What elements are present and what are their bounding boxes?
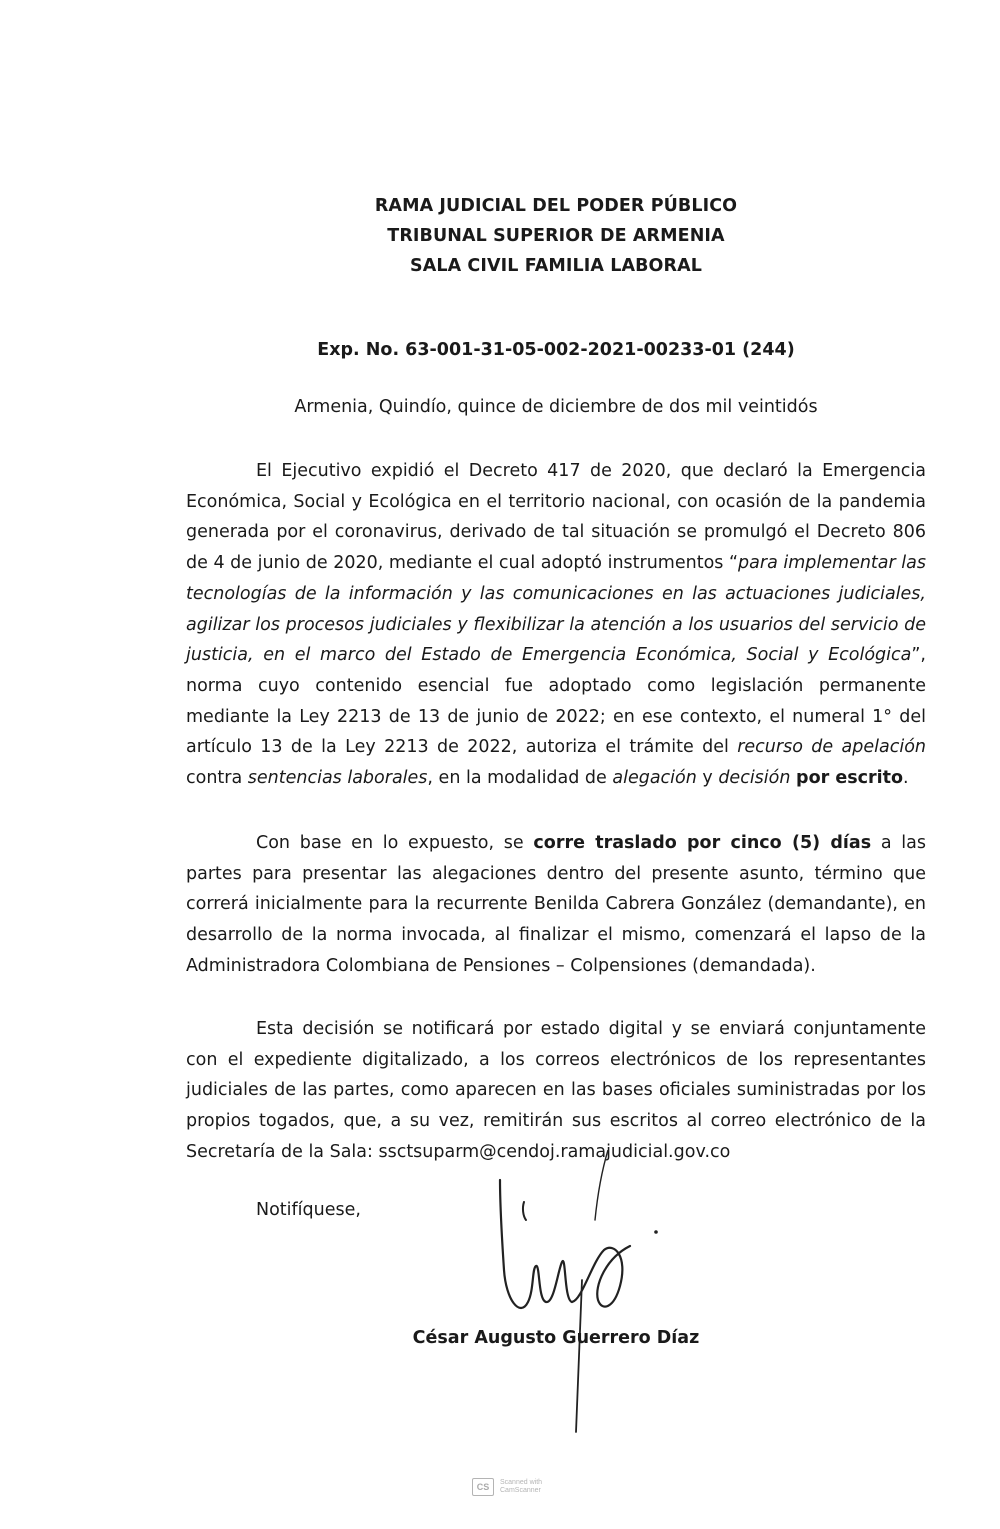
closing-notifiquese: Notifíquese, [256,1200,361,1220]
paragraph-notification: Esta decisión se notificará por estado digital y se enviará conjuntamente con el expediente digitalizado, a los correos electrónicos de los representantes judiciales de las partes, como aparecen en las bases oficiales suministradas por los propios togados, que, a su vez, remitirán sus escritos al correo electrónico de la Secretaría de la Sala: ssctsuparm@cendoj.ramajudicial.gov.co [186,1019,926,1162]
p1-recurso: recurso de apelación [737,737,926,758]
camscanner-text [500,1479,542,1495]
p2-bold: corre traslado por cinco (5) días [533,833,872,853]
p1-text-c: contra [186,768,248,789]
paragraph-traslado [186,828,926,982]
p1-escrito: por escrito [796,768,903,789]
p2-text-a: Con base en lo expuesto, se [256,833,534,853]
header-line-branch: RAMA JUDICIAL DEL PODER PÚBLICO [374,196,738,216]
signer-name: César Augusto Guerrero Díaz [412,1328,700,1348]
camscanner-watermark [472,1478,542,1496]
header-line-sala: SALA CIVIL FAMILIA LABORAL [410,256,702,276]
camscanner-line2: CamScanner [500,1487,541,1494]
p1-decision: decisión [718,768,791,789]
p1-text-a: El Ejecutivo expidió el Decreto 417 de 2020, que declaró la Emergencia Económica, Social y Ecológica en el territorio nacional, con ocasión de la pandemia generada por el coronavirus, derivado de tal situación se promulgó el Decreto 806 de 4 de junio de 2020, mediante el cual adoptó instrumentos “ [186,461,926,574]
p1-sentencias: sentencias laborales [247,768,428,789]
p1-quote: para implementar las tecnologías de la información y las comunicaciones en las actuaciones judiciales, agilizar los procesos judiciales y flexibilizar la atención a los usuarios del servicio de justicia, en el marco del Estado de Emergencia Económica, Social y Ecológica [186,553,926,666]
p1-text-g: . [903,768,909,789]
p1-text-b: ”, norma cuyo contenido esencial fue adoptado como legislación permanente mediante la Ley 2213 de 13 de junio de 2022; en ese contexto, el numeral 1° del artículo 13 de la Ley 2213 de 2022, autoriza el trámite del [186,645,926,758]
camscanner-logo: CS [472,1478,494,1496]
header-line-tribunal: TRIBUNAL SUPERIOR DE ARMENIA [387,226,725,246]
paragraph-decree [186,456,926,794]
court-header [0,191,1000,281]
case-number: Exp. No. 63-001-31-05-002-2021-00233-01 (244) [317,340,795,360]
p1-text-d: , en la modalidad de [427,768,613,789]
camscanner-line1: Scanned with [500,1479,543,1486]
handwritten-signature [480,1150,680,1450]
date-line: Armenia, Quindío, quince de diciembre de dos mil veintidós [294,397,818,417]
p1-alegacion: alegación [612,768,697,789]
p1-text-e: y [696,768,719,789]
p2-text-b: a las partes para presentar las alegaciones dentro del presente asunto, término que correrá inicialmente para la recurrente Benilda Cabrera González (demandante), en desarrollo de la norma invocada, al finalizar el mismo, comenzará el lapso de la Administradora Colombiana de Pensiones – Colpensiones (demandada). [186,833,926,976]
